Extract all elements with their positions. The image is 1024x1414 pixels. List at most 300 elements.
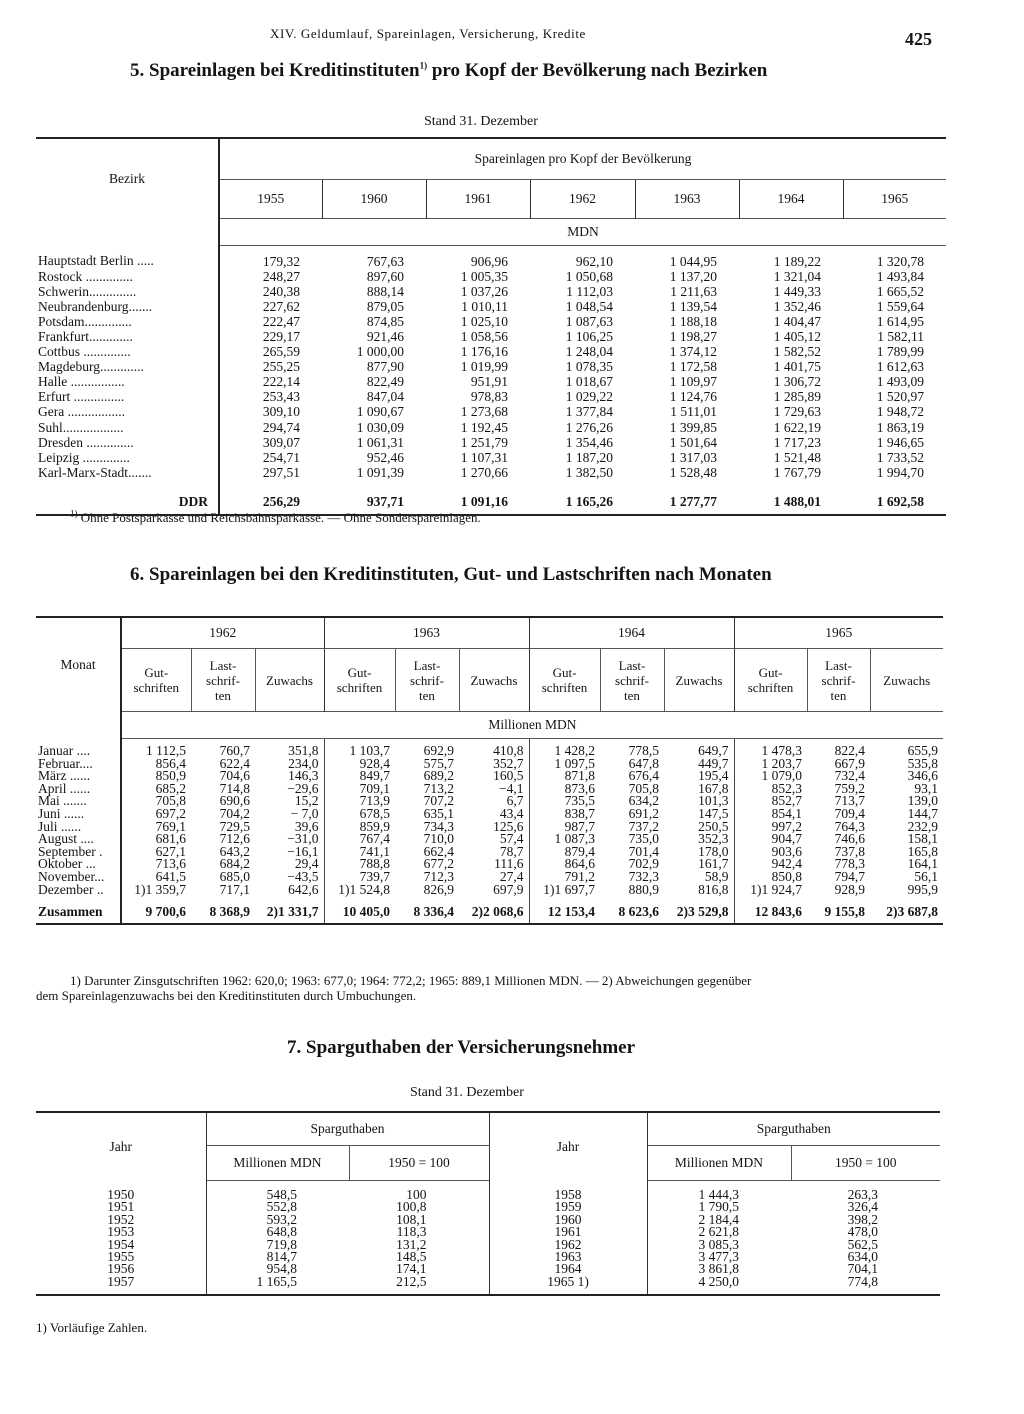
table6-row-label: Januar ....	[36, 739, 121, 758]
table6-cell: 27,4	[499, 868, 524, 884]
table6-cell: 622,4	[219, 755, 250, 771]
table7-mdn-right: 4 250,0	[698, 1273, 739, 1289]
table5-row-label: Halle ................	[36, 375, 219, 390]
table5-cell: 1 582,52	[773, 344, 821, 360]
table6-cell: 859,9	[324, 821, 395, 834]
table7-idx-left: 131,2	[396, 1236, 427, 1252]
table6-cell: 685,2	[155, 780, 186, 796]
table6-zuwachs-header: Zuwachs	[664, 649, 734, 712]
table5-title-sup: 1)	[419, 60, 428, 71]
table6-row-label: Dezember ..	[36, 884, 121, 897]
table6-footnote-line1: 1) Darunter Zinsgutschriften 1962: 620,0; 1963: 677,0; 1964: 772,2; 1965: 889,1 Millionen MDN. — 2) Abweichungen gegenüber	[70, 973, 752, 988]
table5-cell: 1 198,27	[669, 329, 717, 345]
table6-cell: 759,2	[834, 780, 865, 796]
table5-cell: 1 030,09	[356, 419, 404, 435]
table5-row	[36, 345, 946, 360]
table5-cell: 767,63	[366, 253, 404, 269]
table5-cell: 1 109,97	[669, 374, 717, 390]
table6-cell: 850,8	[734, 871, 807, 884]
table7-year-left: 1953	[36, 1226, 206, 1238]
table6-year-header: 1964	[529, 617, 734, 649]
table5-cell: 1 189,22	[773, 253, 821, 269]
table6-cell: 234,0	[288, 755, 319, 771]
table6-cell: 995,9	[907, 881, 938, 897]
table6-cell: 410,8	[493, 743, 524, 758]
table6-cell: 705,8	[155, 793, 186, 809]
table5-cell: 222,47	[262, 313, 300, 329]
table7-mdn-left: 719,8	[266, 1236, 297, 1252]
table5-cell: 179,32	[262, 253, 300, 269]
table6-total-row	[36, 896, 943, 924]
table6-cell: 158,1	[907, 831, 938, 847]
table5-total-cell: 937,71	[366, 493, 404, 509]
table7-year-left: 1955	[36, 1251, 206, 1263]
table6-cell: 707,2	[423, 793, 454, 809]
table6-cell: 850,9	[155, 768, 186, 784]
table7-year-left: 1957	[36, 1276, 206, 1295]
table5-cell: 1 614,95	[876, 313, 924, 329]
table5-cell: 952,46	[366, 449, 404, 465]
table7-idx-right: 562,5	[847, 1236, 878, 1252]
table6-cell: 642,6	[288, 881, 319, 897]
table6-cell: 712,3	[423, 868, 454, 884]
table6-cell: 737,2	[628, 818, 659, 834]
table6-total-cell: 2)1 331,7	[266, 904, 319, 920]
table5-bezirk-header: Bezirk	[36, 138, 219, 219]
table5-cell: 879,05	[366, 298, 404, 314]
table5-cell: 1 401,75	[773, 359, 821, 375]
table5-total-cell: 1 165,26	[565, 493, 613, 509]
table6-year-header: 1962	[121, 617, 324, 649]
table5-cell: 1 137,20	[669, 268, 717, 284]
table6-cell: 641,5	[155, 868, 186, 884]
table6-cell: 713,6	[155, 856, 186, 872]
table5-cell: 1 320,78	[876, 253, 924, 269]
table6-last-header: Last- schrif- ten	[395, 649, 459, 712]
table7-idx-left: 148,5	[396, 1249, 427, 1265]
table5-cell: 309,07	[262, 434, 300, 450]
table6-cell: 43,4	[499, 805, 524, 821]
table5-row	[36, 284, 946, 299]
table6-row-label: September .	[36, 846, 121, 859]
table6-cell: −31,0	[287, 831, 319, 847]
table6-cell: 1 097,5	[529, 758, 600, 771]
table5-cell: 1 044,95	[669, 253, 717, 269]
table6-total-cell: 12 153,4	[529, 896, 600, 924]
table5-cell: 1 317,03	[669, 449, 717, 465]
table6-cell: 352,7	[493, 755, 524, 771]
table6-total-cell: 2)3 687,8	[886, 904, 938, 920]
table7-year-right: 1958	[489, 1181, 647, 1202]
table5-cell: 1 087,63	[565, 313, 613, 329]
table6-cell: 879,4	[529, 846, 600, 859]
table6-cell: 904,7	[734, 833, 807, 846]
table6-cell: 351,8	[288, 743, 319, 758]
table7-mdn-left: 954,8	[266, 1261, 297, 1277]
table5-cell: 227,62	[262, 298, 300, 314]
table5-cell: 253,43	[262, 389, 300, 405]
table7-row	[36, 1263, 940, 1275]
table5-total-cell: 256,29	[262, 493, 300, 509]
table7-idx-right: 634,0	[847, 1249, 878, 1265]
table6-cell: 78,7	[499, 843, 524, 859]
table6-cell: 788,8	[324, 858, 395, 871]
table5-cell: 1 029,22	[565, 389, 613, 405]
table6-cell: 681,6	[155, 831, 186, 847]
table6-cell: 1 203,7	[734, 758, 807, 771]
table7-row	[36, 1201, 940, 1213]
table6-cell: −43,5	[287, 868, 319, 884]
table5-footnote	[70, 510, 481, 525]
table5-row	[36, 375, 946, 390]
table6-cell: 164,1	[907, 856, 938, 872]
table6-total-cell: 12 843,6	[734, 896, 807, 924]
table6-cell: 713,2	[423, 780, 454, 796]
table6-cell: 161,7	[698, 856, 729, 872]
table6-cell: 667,9	[834, 755, 865, 771]
table6-last-header: Last- schrif- ten	[191, 649, 255, 712]
table6-total-cell: 9 700,6	[145, 904, 186, 920]
table5-cell: 906,96	[470, 253, 508, 269]
table6-cell: 147,5	[698, 805, 729, 821]
table5-total-label: DDR	[36, 480, 219, 514]
table5-cell: 1 107,31	[460, 449, 508, 465]
table5-row	[36, 329, 946, 344]
table5-cell: 265,59	[262, 344, 300, 360]
table6-year-header: 1963	[324, 617, 529, 649]
table5-row-label: Suhl..................	[36, 420, 219, 435]
table6-cell: 232,9	[907, 818, 938, 834]
table6-cell: 826,9	[423, 881, 454, 897]
table5-row	[36, 314, 946, 329]
table6-cell: 928,4	[324, 758, 395, 771]
table6-cell: 767,4	[324, 833, 395, 846]
table7-year-right: 1959	[489, 1201, 647, 1213]
table7-idx-right: 774,8	[847, 1273, 878, 1289]
table5-row	[36, 405, 946, 420]
page-number: 425	[905, 29, 932, 49]
table5-cell: 921,46	[366, 329, 404, 345]
table6-cell: 1)1 697,7	[529, 884, 600, 897]
table6-cell: 1)1 359,7	[134, 881, 186, 897]
table6-cell: 854,1	[734, 808, 807, 821]
table6-title: 6. Spareinlagen bei den Kreditinstituten, Gut- und Lastschriften nach Monaten	[130, 564, 772, 585]
table7-mdn-right: 1 790,5	[698, 1199, 739, 1215]
table5-cell: 1 106,25	[565, 329, 613, 345]
table5-row-label: Karl-Marx-Stadt.......	[36, 465, 219, 480]
table5-row	[36, 435, 946, 450]
table5-cell: 951,91	[470, 374, 508, 390]
table6-cell: 791,2	[529, 871, 600, 884]
table6-cell: 160,5	[493, 768, 524, 784]
table5-cell: 240,38	[262, 283, 300, 299]
table5-cell: 229,17	[262, 329, 300, 345]
table6-cell: 6,7	[506, 793, 524, 809]
table5-cell: 1 354,46	[565, 434, 613, 450]
table5-cell: 1 050,68	[565, 268, 613, 284]
table6-total-label: Zusammen	[36, 896, 121, 924]
table5-cell: 1 187,20	[565, 449, 613, 465]
table6-year-header: 1965	[734, 617, 943, 649]
table5-cell: 1 091,39	[356, 464, 404, 480]
table6-cell: 714,8	[219, 780, 250, 796]
table6-cell: 864,6	[529, 858, 600, 871]
table5-row-label: Hauptstadt Berlin .....	[36, 246, 219, 270]
table5-row-label: Magdeburg.............	[36, 360, 219, 375]
table5-cell: 1 501,64	[669, 434, 717, 450]
table7-body	[36, 1181, 940, 1296]
table7-idx-right: 704,1	[847, 1261, 878, 1277]
table7-subtitle: Stand 31. Dezember	[410, 1085, 524, 1100]
table5-title-rest: pro Kopf der Bevölkerung nach Bezirken	[427, 60, 768, 81]
table5-footnote-sup: 1)	[70, 508, 78, 519]
table6-cell: 701,4	[628, 843, 659, 859]
table5-year-header: 1965	[843, 180, 946, 219]
table5-span-header: Spareinlagen pro Kopf der Bevölkerung	[219, 138, 946, 180]
table6-cell: 705,8	[628, 780, 659, 796]
table7-idx-left: 108,1	[396, 1211, 427, 1227]
table5-cell: 822,49	[366, 374, 404, 390]
table6-monat-header: Monat	[36, 617, 121, 712]
table5-cell: 1 559,64	[876, 298, 924, 314]
table6-cell: 139,0	[907, 793, 938, 809]
table6-cell: 816,8	[698, 881, 729, 897]
table5-cell: 1 000,00	[356, 344, 404, 360]
table6-cell: 634,2	[628, 793, 659, 809]
table6-row-label: Juni ......	[36, 808, 121, 821]
table6-cell: 764,3	[834, 818, 865, 834]
table5-year-header: 1960	[322, 180, 426, 219]
table6-cell: 111,6	[494, 856, 524, 872]
table7-mdn-right: 1 444,3	[698, 1187, 739, 1202]
table5-cell: 1 405,12	[773, 329, 821, 345]
table6-cell: 852,3	[734, 783, 807, 796]
table6-row	[36, 884, 943, 897]
table5-cell: 1 176,16	[460, 344, 508, 360]
table6-cell: 1 079,0	[734, 770, 807, 783]
table6-unit: Millionen MDN	[121, 712, 943, 739]
table6-cell: 735,5	[529, 795, 600, 808]
table5-cell: 978,83	[470, 389, 508, 405]
table6-cell: 717,1	[219, 881, 250, 897]
table7-row	[36, 1214, 940, 1226]
table5-row-label: Cottbus ..............	[36, 345, 219, 360]
table7-row	[36, 1239, 940, 1251]
table5-row	[36, 299, 946, 314]
table5-cell: 1 010,11	[461, 298, 508, 314]
table5-cell: 1 789,99	[876, 344, 924, 360]
table6-cell: 712,6	[219, 831, 250, 847]
table7-idx-header-left: 1950 = 100	[349, 1146, 489, 1181]
table7-row	[36, 1226, 940, 1238]
table5-cell: 1 612,63	[876, 359, 924, 375]
table6-cell: 692,9	[423, 743, 454, 758]
table5-cell: 1 276,26	[565, 419, 613, 435]
table7-mdn-right: 3 861,8	[698, 1261, 739, 1277]
table6-cell: 449,7	[698, 755, 729, 771]
table6-cell: 704,6	[219, 768, 250, 784]
table5-cell: 962,10	[575, 253, 613, 269]
table6-total-cell: 9 155,8	[824, 904, 865, 920]
table5-cell: 1 037,26	[460, 283, 508, 299]
table6-cell: 778,5	[628, 743, 659, 758]
table7-idx-right: 478,0	[847, 1224, 878, 1240]
table6-cell: 987,7	[529, 821, 600, 834]
table6-cell: 39,6	[294, 818, 319, 834]
table5-subtitle: Stand 31. Dezember	[424, 114, 538, 129]
table6-cell: 685,0	[219, 868, 250, 884]
table6-cell: 880,9	[628, 881, 659, 897]
table5-cell: 294,74	[262, 419, 300, 435]
table6-cell: 729,5	[219, 818, 250, 834]
table7-mdn-right: 3 085,3	[698, 1236, 739, 1252]
table7-mdn-header-right: Millionen MDN	[647, 1146, 791, 1181]
table5-cell: 1 172,58	[669, 359, 717, 375]
table6-cell: 697,2	[155, 805, 186, 821]
table5-cell: 1 863,19	[876, 419, 924, 435]
table5-row	[36, 246, 946, 270]
table5-cell: 1 048,54	[565, 298, 613, 314]
table5-cell: 297,51	[262, 464, 300, 480]
table7-span-header-left: Sparguthaben	[206, 1112, 489, 1146]
table6-cell: 732,3	[628, 868, 659, 884]
table6-cell: 713,7	[834, 793, 865, 809]
table6-cell: 838,7	[529, 808, 600, 821]
table7-row	[36, 1251, 940, 1263]
table5-year-header: 1955	[257, 191, 285, 206]
table6-row-label: April ......	[36, 783, 121, 796]
table7-year-right: 1964	[489, 1263, 647, 1275]
table7-year-right: 1962	[489, 1239, 647, 1251]
table7-idx-right: 263,3	[847, 1187, 878, 1202]
table7-year-right: 1960	[489, 1214, 647, 1226]
table6-cell: 794,7	[834, 868, 865, 884]
table5-cell: 1 273,68	[460, 404, 508, 420]
table6-cell: 697,9	[493, 881, 524, 897]
table7-idx-left: 100	[406, 1187, 427, 1202]
table5-title	[130, 60, 767, 82]
table5-cell: 1 211,63	[670, 283, 717, 299]
table5-cell: 1 112,03	[566, 283, 613, 299]
table6-cell: 709,4	[834, 805, 865, 821]
table6-row-label: August ....	[36, 833, 121, 846]
table6-cell: 647,8	[628, 755, 659, 771]
table6-total-cell: 8 368,9	[209, 904, 250, 920]
table7-mdn-left: 548,5	[266, 1187, 297, 1202]
table6-gut-header: Gut- schriften	[529, 649, 600, 712]
table5-cell: 1 078,35	[565, 359, 613, 375]
table5-cell: 248,27	[262, 268, 300, 284]
table6-cell: 852,7	[734, 795, 807, 808]
table5-row	[36, 390, 946, 405]
table5-title-main: 5. Spareinlagen bei Kreditinstituten	[130, 60, 420, 81]
table6-total-cell: 8 336,4	[413, 904, 454, 920]
table6-cell: 1 103,7	[324, 739, 395, 758]
table5-cell: 1 449,33	[773, 283, 821, 299]
table5-cell: 888,14	[366, 283, 404, 299]
table5-total-cell: 1 488,01	[773, 493, 821, 509]
table5-cell: 1 285,89	[773, 389, 821, 405]
table6-cell: 713,9	[324, 795, 395, 808]
table7-year-left: 1951	[36, 1201, 206, 1213]
table6-cell: 125,6	[493, 818, 524, 834]
table6-cell: 58,9	[704, 868, 729, 884]
table5-row-label: Rostock ..............	[36, 269, 219, 284]
table6-row-label: Februar....	[36, 758, 121, 771]
table6-cell: 942,4	[734, 858, 807, 871]
table5-cell: 1 520,97	[876, 389, 924, 405]
table5-row	[36, 450, 946, 465]
table6-cell: 871,8	[529, 770, 600, 783]
table6-total-cell: 2)2 068,6	[471, 904, 524, 920]
table5	[36, 137, 946, 516]
table5-cell: 1 352,46	[773, 298, 821, 314]
table5-cell: 1 946,65	[876, 434, 924, 450]
table6-sub-row	[36, 649, 943, 712]
table6-cell: 735,0	[628, 831, 659, 847]
table5-row-label: Gera .................	[36, 405, 219, 420]
table7-mdn-right: 2 621,8	[698, 1224, 739, 1240]
table5-cell: 1 948,72	[876, 404, 924, 420]
table5-cell: 1 404,47	[773, 313, 821, 329]
table6-cell: 732,4	[834, 768, 865, 784]
table6-last-header: Last- schrif- ten	[600, 649, 664, 712]
table5-cell: 1 090,67	[356, 404, 404, 420]
table6-cell: 997,2	[734, 821, 807, 834]
table5-cell: 1 521,48	[773, 449, 821, 465]
table6-cell: 352,3	[698, 831, 729, 847]
table5-cell: 1 019,99	[460, 359, 508, 375]
table6-total-cell: 8 623,6	[618, 904, 659, 920]
table6-cell: 739,7	[324, 871, 395, 884]
table5-cell: 1 124,76	[669, 389, 717, 405]
table5-row	[36, 269, 946, 284]
running-head: XIV. Geldumlauf, Spareinlagen, Versicherung, Kredite	[270, 26, 586, 41]
table5-year-header: 1963	[635, 180, 739, 219]
table5-cell: 1 321,04	[773, 268, 821, 284]
table5-cell: 897,60	[366, 268, 404, 284]
table5-row-label: Schwerin..............	[36, 284, 219, 299]
table7	[36, 1111, 940, 1296]
table6-last-header: Last- schrif- ten	[807, 649, 870, 712]
table5-cell: 1 005,35	[460, 268, 508, 284]
table5-cell: 254,71	[262, 449, 300, 465]
table5-row	[36, 420, 946, 435]
table7-idx-right: 398,2	[847, 1211, 878, 1227]
table7-year-left: 1956	[36, 1263, 206, 1275]
table5-cell: 1 511,01	[670, 404, 717, 420]
table6-cell: 1 112,5	[146, 743, 186, 758]
table6-cell: 676,4	[628, 768, 659, 784]
table6-cell: 649,7	[698, 743, 729, 758]
table6-cell: 655,9	[907, 743, 938, 758]
table5-cell: 1 493,84	[876, 268, 924, 284]
table6-cell: 101,3	[698, 793, 729, 809]
table6	[36, 616, 943, 925]
table6-cell: 146,3	[288, 768, 319, 784]
table6-cell: 737,8	[834, 843, 865, 859]
table7-year-left: 1950	[36, 1181, 206, 1202]
table5-row-label: Neubrandenburg.......	[36, 299, 219, 314]
table5-cell: 1 399,85	[669, 419, 717, 435]
table6-cell: 93,1	[914, 780, 938, 796]
table6-cell: 741,1	[324, 846, 395, 859]
table7-jahr-header-left: Jahr	[36, 1112, 206, 1181]
table7-row	[36, 1181, 940, 1202]
table6-cell: 535,8	[907, 755, 938, 771]
table7-year-left: 1954	[36, 1239, 206, 1251]
table7-idx-header-right: 1950 = 100	[791, 1146, 940, 1181]
